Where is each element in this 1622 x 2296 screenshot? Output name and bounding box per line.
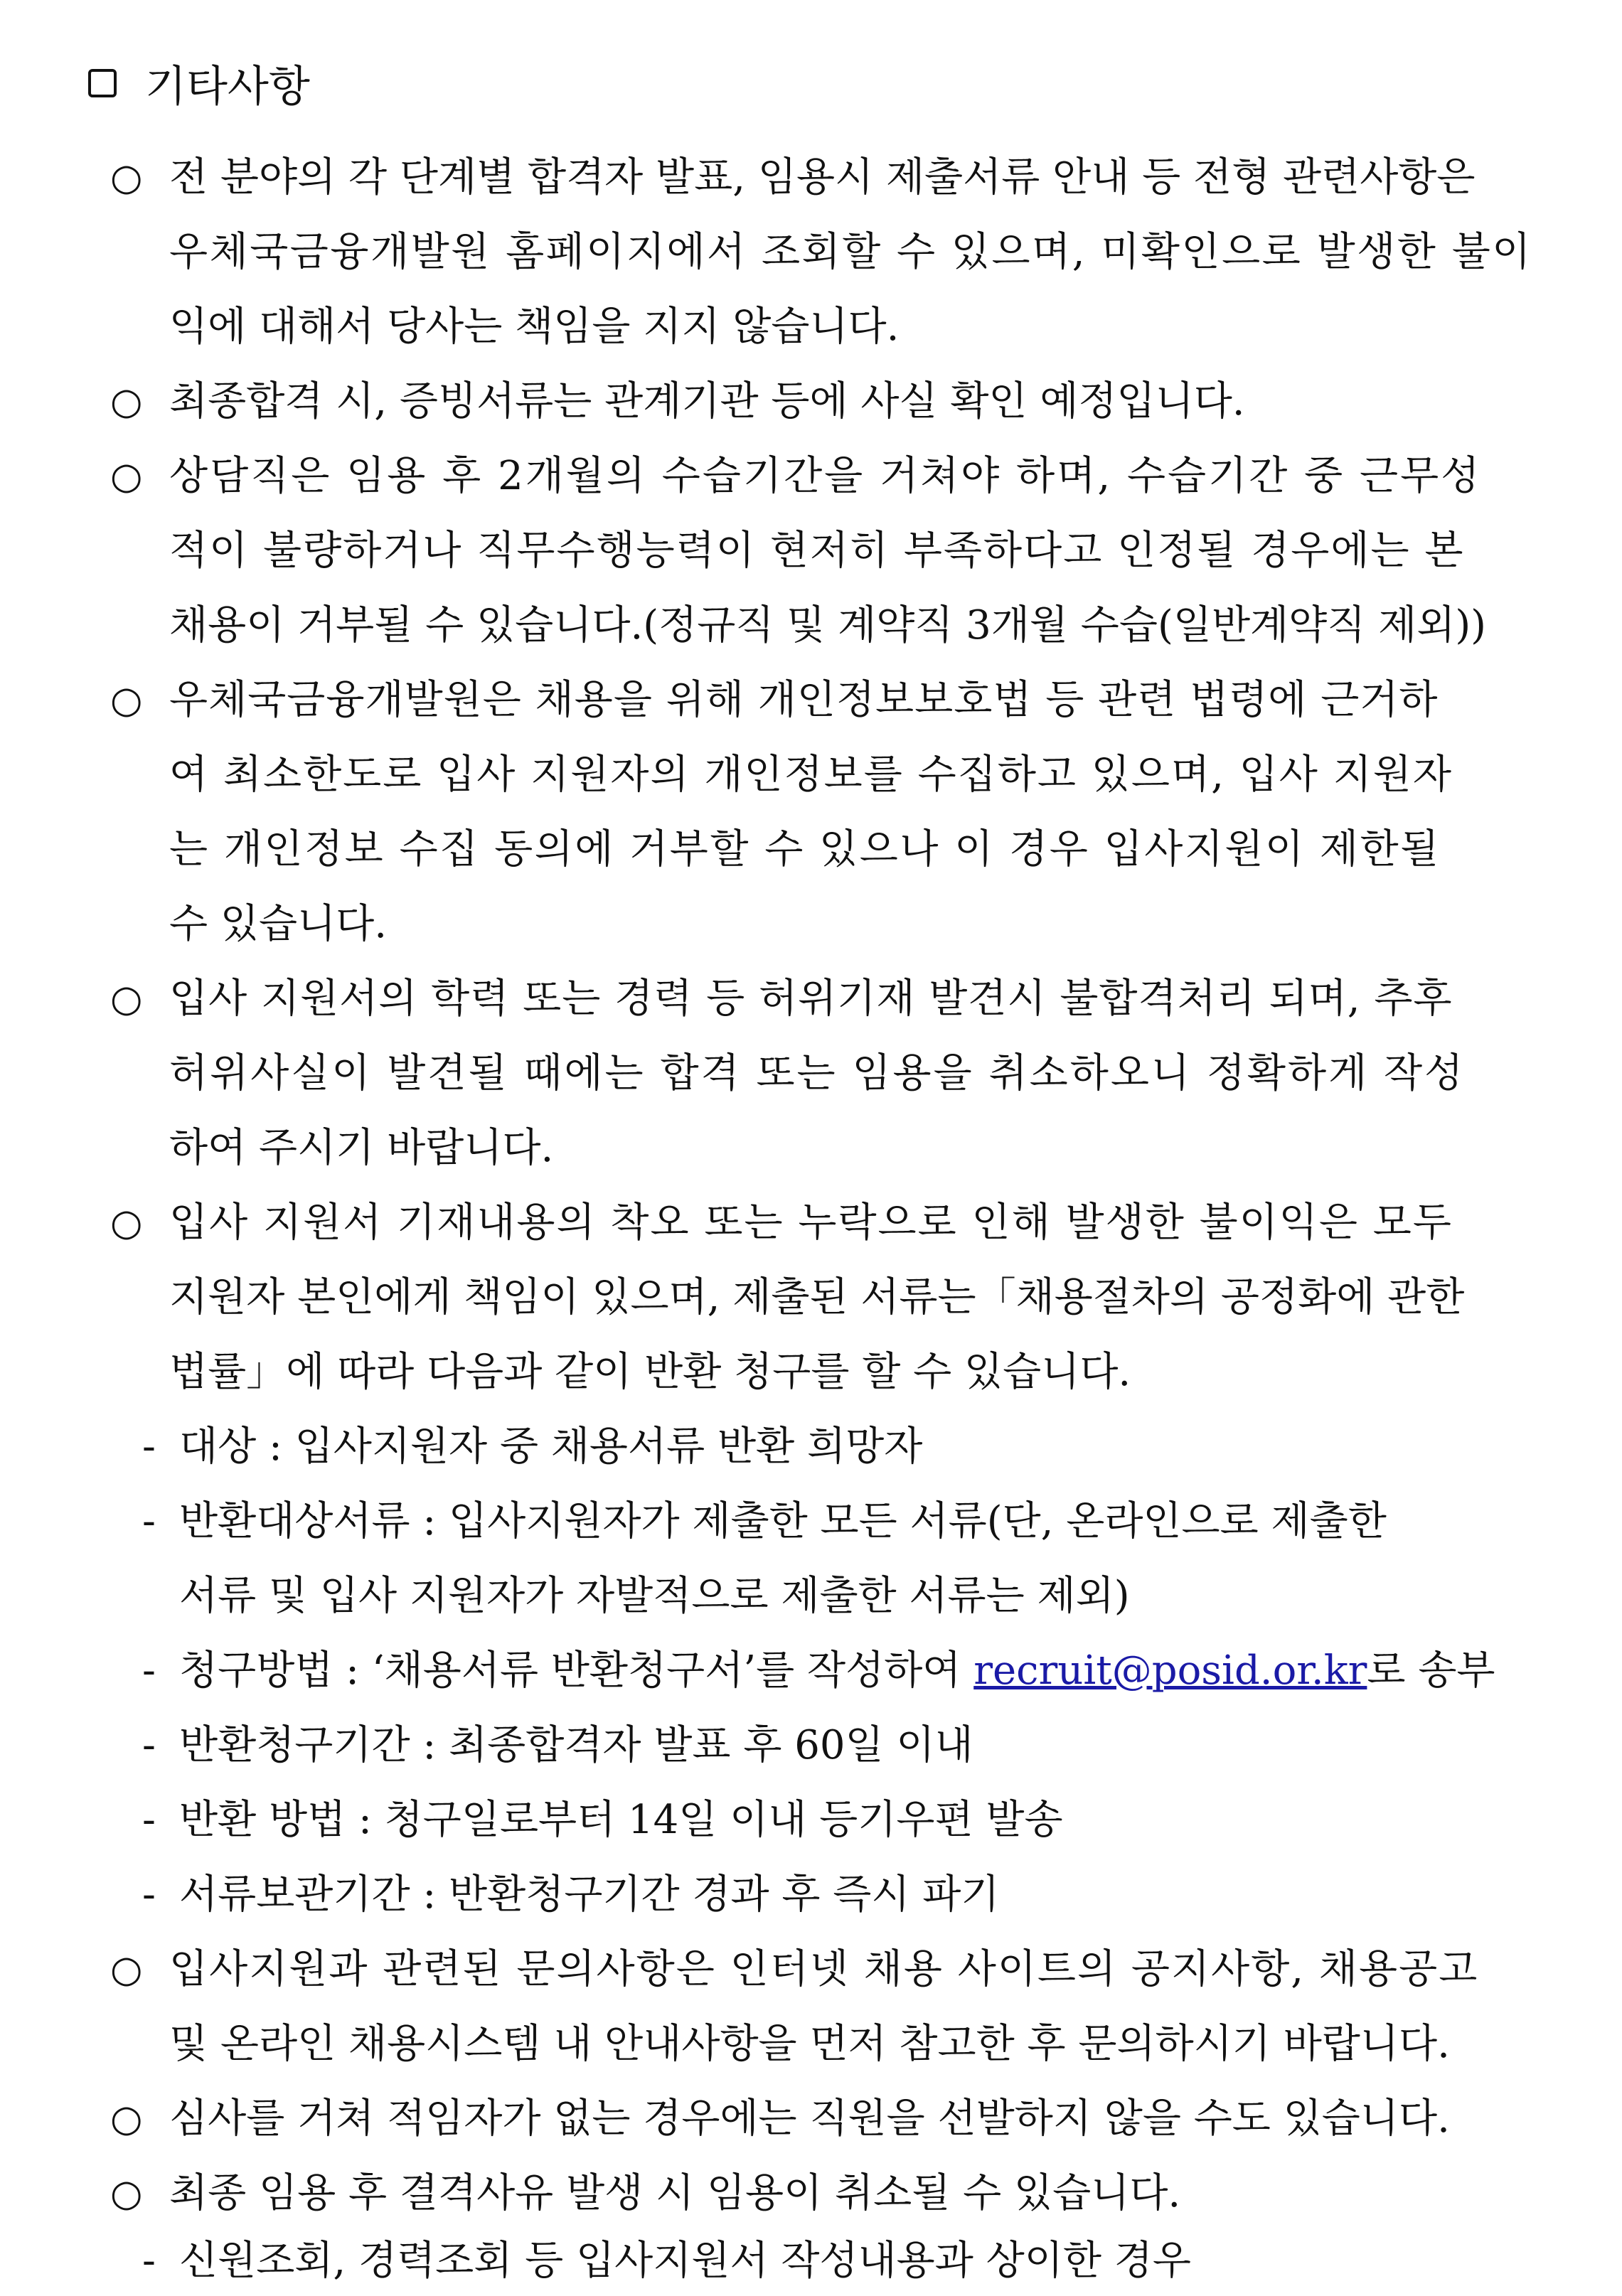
bullet-circle-icon: ○ <box>110 455 143 498</box>
bullet-circle-icon: ○ <box>110 380 143 423</box>
paragraph-line: 입사지원과 관련된 문의사항은 인터넷 채용 사이트의 공지사항, 채용공고 <box>169 1946 1479 1992</box>
cancel-case-line: 신원조회, 경력조회 등 입사지원서 작성내용과 상이한 경우 <box>179 2238 1191 2284</box>
paragraph-line: 하여 주시기 바랍니다. <box>169 1125 554 1171</box>
bullet-circle-icon: ○ <box>110 1202 143 1244</box>
paragraph-line: 최종합격 시, 증빙서류는 관계기관 등에 사실 확인 예정입니다. <box>169 378 1245 425</box>
bullet-circle-icon: ○ <box>110 2172 143 2215</box>
bullet-circle-icon: ○ <box>110 1948 143 1991</box>
bullet-circle-icon: ○ <box>110 978 143 1020</box>
return-delivery-line: 반환 방법 : 청구일로부터 14일 이내 등기우편 발송 <box>179 1797 1063 1843</box>
paragraph-line: 여 최소한도로 입사 지원자의 개인정보를 수집하고 있으며, 입사 지원자 <box>169 752 1453 798</box>
dash-marker: - <box>142 1424 156 1470</box>
paragraph-line: 심사를 거쳐 적임자가 없는 경우에는 직원을 선발하지 않을 수도 있습니다. <box>169 2095 1450 2142</box>
return-target-line: 대상 : 입사지원자 중 채용서류 반환 희망자 <box>179 1424 923 1470</box>
bullet-circle-icon: ○ <box>110 2098 143 2140</box>
paragraph-line: 허위사실이 발견될 때에는 합격 또는 임용을 취소하오니 정확하게 작성 <box>169 1050 1466 1096</box>
dash-marker: - <box>142 1498 156 1544</box>
bullet-circle-icon: ○ <box>110 679 143 722</box>
section-heading <box>88 51 310 115</box>
dash-marker: - <box>142 1648 156 1694</box>
dash-marker: - <box>142 2238 156 2284</box>
paragraph-line: 법률」에 따라 다음과 같이 반환 청구를 할 수 있습니다. <box>169 1349 1131 1395</box>
return-method-line <box>179 1643 1495 1699</box>
paragraph-line: 익에 대해서 당사는 책임을 지지 않습니다. <box>169 304 900 350</box>
retention-line: 서류보관기간 : 반환청구기간 경과 후 즉시 파기 <box>179 1871 1000 1918</box>
return-method-prefix: 청구방법 : ‘채용서류 반환청구서’를 작성하여 <box>179 1648 974 1694</box>
paragraph-line: 및 온라인 채용시스템 내 안내사항을 먼저 참고한 후 문의하시기 바랍니다. <box>169 2021 1450 2067</box>
paragraph-line: 입사 지원서 기재내용의 착오 또는 누락으로 인해 발생한 불이익은 모두 <box>169 1200 1453 1246</box>
section-heading-text: 기타사항 <box>145 62 310 112</box>
paragraph-line: 지원자 본인에게 책임이 있으며, 제출된 서류는「채용절차의 공정화에 관한 <box>169 1274 1465 1320</box>
checkbox-square-icon <box>88 69 117 97</box>
return-docs-line: 반환대상서류 : 입사지원자가 제출한 모든 서류(단, 온라인으로 제출한 <box>179 1498 1387 1544</box>
paragraph-line: 적이 불량하거나 직무수행능력이 현저히 부족하다고 인정될 경우에는 본 <box>169 528 1465 574</box>
paragraph-line: 우체국금융개발원 홈페이지에서 조회할 수 있으며, 미확인으로 발생한 불이 <box>169 229 1532 275</box>
paragraph-line: 전 분야의 각 단계별 합격자 발표, 임용시 제출서류 안내 등 전형 관련사항은 <box>169 154 1476 201</box>
dash-marker: - <box>142 1722 156 1768</box>
bullet-circle-icon: ○ <box>110 156 143 199</box>
dash-marker: - <box>142 1797 156 1843</box>
paragraph-line: 상담직은 임용 후 2개월의 수습기간을 거쳐야 하며, 수습기간 중 근무성 <box>169 453 1482 499</box>
paragraph-line: 는 개인정보 수집 동의에 거부할 수 있으나 이 경우 입사지원이 제한될 <box>169 826 1441 872</box>
recruit-email-link[interactable]: recruit@posid.or.kr <box>973 1648 1367 1694</box>
paragraph-line: 입사 지원서의 학력 또는 경력 등 허위기재 발견시 불합격처리 되며, 추후 <box>169 976 1453 1022</box>
dash-marker: - <box>142 1871 156 1918</box>
paragraph-line: 수 있습니다. <box>169 901 388 947</box>
return-docs-line: 서류 및 입사 지원자가 자발적으로 제출한 서류는 제외) <box>179 1573 1130 1619</box>
paragraph-line: 우체국금융개발원은 채용을 위해 개인정보보호법 등 관련 법령에 근거하 <box>169 677 1439 723</box>
paragraph-line: 최종 임용 후 결격사유 발생 시 임용이 취소될 수 있습니다. <box>169 2170 1181 2216</box>
return-method-suffix: 로 송부 <box>1367 1648 1495 1694</box>
paragraph-line: 채용이 거부될 수 있습니다.(정규직 및 계약직 3개월 수습(일반계약직 제외)) <box>169 602 1487 648</box>
return-period-line: 반환청구기간 : 최종합격자 발표 후 60일 이내 <box>179 1722 973 1768</box>
